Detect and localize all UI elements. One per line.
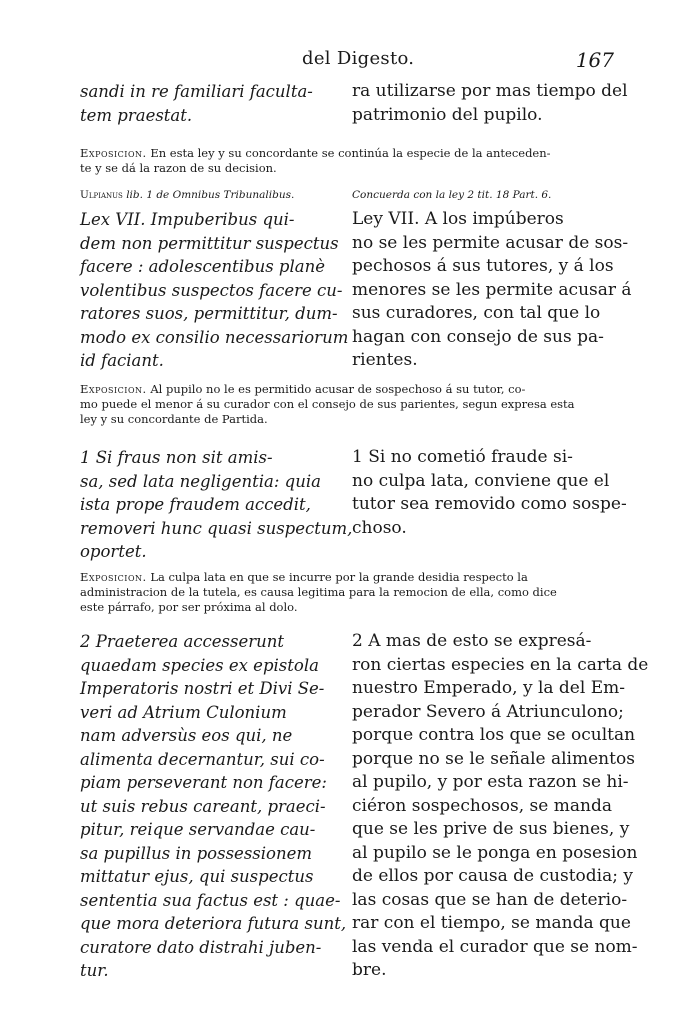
latin-line: ista prope fraudem accedit, (80, 495, 311, 514)
spanish-line: las cosas que se han de deterio- (352, 889, 628, 910)
exposicion-line: En esta ley y su concordante se continúa la especie de la anteceden- (150, 146, 551, 160)
latin-line: piam perseverant non facere: (80, 773, 327, 792)
latin-text-block-3 (80, 446, 353, 564)
latin-source-rest: lib. 1 de Omnibus Tribunalibus. (126, 189, 295, 201)
latin-line: volentibus suspectos facere cu- (80, 280, 343, 300)
exposicion-label: Exposicion. (80, 570, 147, 584)
latin-text-block-2 (80, 208, 349, 373)
latin-line: Imperatoris nostri et Divi Se- (80, 679, 325, 698)
exposicion-line: La culpa lata en que se incurre por la grande desidia respecto la (150, 570, 528, 584)
latin-line: id faciant. (80, 351, 164, 370)
latin-line: alimenta decernantur, sui co- (80, 749, 325, 769)
latin-text-block-1 (80, 80, 342, 127)
exposicion-line: este párrafo, por ser próxima al dolo. (80, 600, 298, 614)
spanish-line: que se les prive de sus bienes, y (352, 819, 630, 839)
spanish-line: pechosos á sus tutores, y á los (352, 256, 614, 276)
spanish-line: no se les permite acusar de sos- (352, 232, 629, 253)
spanish-line: al pupilo se le ponga en posesion (352, 842, 638, 863)
exposicion-label: Exposicion. (80, 382, 147, 396)
spanish-text-block-1 (352, 80, 628, 127)
latin-line: quaedam species ex epistola (80, 655, 319, 675)
spanish-line: las venda el curador que se nom- (352, 936, 638, 957)
spanish-line: porque no se le señale alimentos (352, 748, 635, 769)
latin-line: sententia sua factus est : quae- (80, 890, 341, 910)
latin-line: tem praestat. (80, 105, 193, 125)
spanish-line: hagan con consejo de sus pa- (352, 326, 604, 347)
spanish-line: sus curadores, con tal que lo (352, 303, 601, 323)
spanish-line: rientes. (352, 350, 418, 370)
latin-line: facere : adolescentibus planè (80, 257, 326, 276)
spanish-line: ron ciertas especies en la carta de (352, 654, 649, 675)
latin-line: Lex VII. Impuberibus qui- (80, 210, 295, 229)
latin-source-citation (80, 188, 342, 202)
spanish-line: ciéron sospechosos, se manda (352, 795, 612, 816)
latin-line: veri ad Atrium Culonium (80, 702, 287, 722)
latin-line: sandi in re familiari faculta- (80, 82, 313, 101)
latin-line: ratores suos, permittitur, dum- (80, 304, 338, 323)
latin-line: mittatur ejus, qui suspectus (80, 867, 314, 886)
spanish-text-block-2 (352, 208, 632, 373)
latin-line: oportet. (80, 542, 147, 561)
latin-line: sa pupillus in possessionem (80, 843, 312, 863)
spanish-line: choso. (352, 517, 407, 538)
exposicion-label: Exposicion. (80, 146, 147, 160)
spanish-line: tutor sea removido como sospe- (352, 494, 627, 514)
running-header (80, 48, 620, 78)
exposicion-line: Al pupilo no le es permitido acusar de sospechoso á su tutor, co- (150, 382, 526, 396)
latin-text-block-4 (80, 630, 347, 983)
latin-line: nam adversùs eos qui, ne (80, 726, 293, 745)
latin-line: que mora deteriora futura sunt, (80, 914, 347, 933)
latin-line: dem non permittitur suspectus (80, 233, 339, 253)
spanish-line: rar con el tiempo, se manda que (352, 913, 631, 933)
latin-line: removeri hunc quasi suspectum, (80, 518, 353, 538)
latin-line: pitur, reique servandae cau- (80, 820, 316, 839)
spanish-line: ra utilizarse por mas tiempo del (352, 81, 628, 101)
spanish-line: porque contra los que se ocultan (352, 725, 636, 745)
spanish-line: perador Severo á Atriunculono; (352, 701, 624, 722)
page-number: 167 (575, 48, 614, 72)
spanish-text-block-3 (352, 446, 627, 540)
spanish-line: nuestro Emperado, y la del Em- (352, 678, 625, 698)
exposicion-line: ley y su concordante de Partida. (80, 412, 268, 426)
spanish-line: bre. (352, 960, 387, 980)
latin-line: 2 Praeterea accesserunt (80, 632, 285, 651)
latin-line: modo ex consilio necessariorum (80, 327, 349, 347)
exposicion-note-3 (80, 570, 618, 615)
exposicion-line: te y se dá la razon de su decision. (80, 161, 277, 175)
latin-line: 1 Si fraus non sit amis- (80, 448, 273, 467)
spanish-line: no culpa lata, conviene que el (352, 470, 610, 491)
spanish-line: 2 A mas de esto se expresá- (352, 631, 592, 651)
latin-line: tur. (80, 961, 109, 980)
exposicion-line: administracion de la tutela, es causa legitima para la remocion de ella, como dice (80, 585, 557, 599)
latin-source-author: Ulpianus (80, 189, 123, 201)
spanish-line: al pupilo, y por esta razon se hi- (352, 772, 629, 792)
exposicion-line: mo puede el menor á su curador con el consejo de sus parientes, segun expresa esta (80, 397, 575, 411)
running-title: del Digesto. (302, 48, 415, 69)
spanish-text-block-4 (352, 630, 649, 983)
exposicion-note-2 (80, 382, 618, 427)
spanish-line: de ellos por causa de custodia; y (352, 866, 633, 886)
latin-line: sa, sed lata negligentia: quia (80, 471, 321, 491)
spanish-line: 1 Si no cometió fraude si- (352, 447, 573, 467)
latin-line: ut suis rebus careant, praeci- (80, 796, 326, 816)
exposicion-note-1 (80, 146, 618, 176)
latin-line: curatore dato distrahi juben- (80, 937, 322, 957)
spanish-line: Ley VII. A los impúberos (352, 209, 564, 229)
spanish-source-citation: Concuerda con la ley 2 tit. 18 Part. 6. (352, 189, 552, 201)
spanish-line: patrimonio del pupilo. (352, 104, 543, 125)
spanish-line: menores se les permite acusar á (352, 279, 632, 300)
